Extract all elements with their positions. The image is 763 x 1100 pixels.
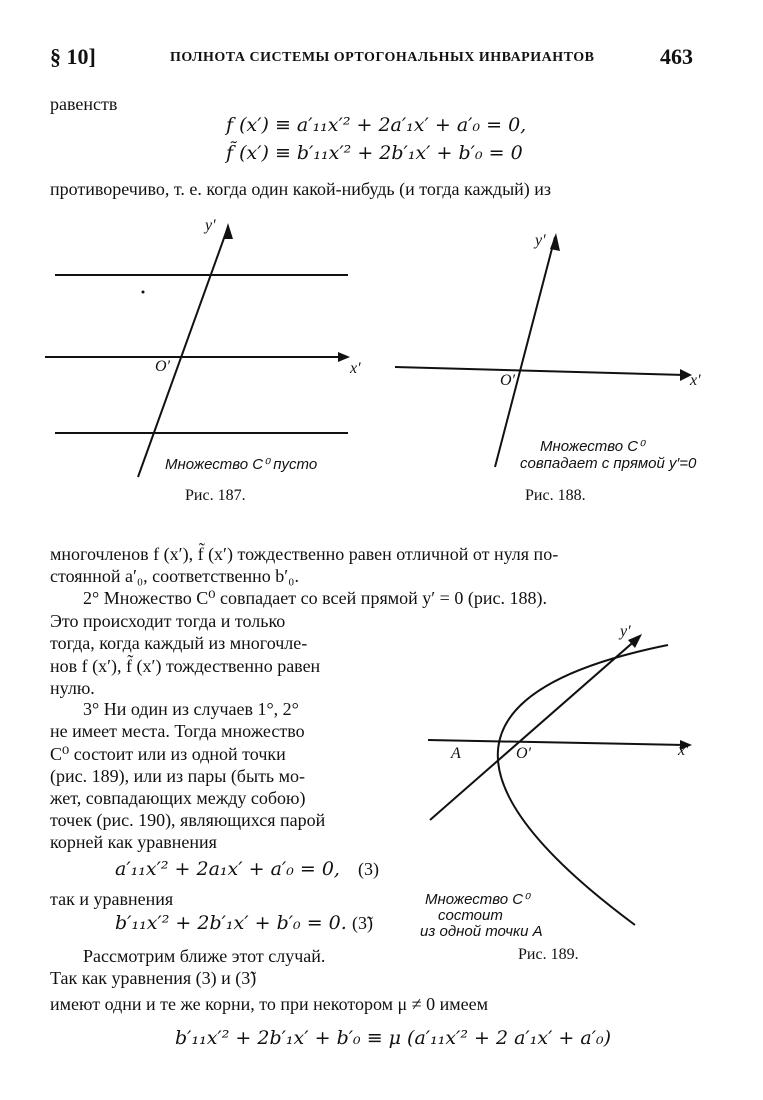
text-consider-line2: Так как уравнения (3) и (3̃)	[50, 968, 257, 988]
text-case3-line6: точек (рис. 190), являющихся парой	[50, 810, 326, 830]
text-case2-line1: 2° Множество C⁰ совпадает со всей прямой y′ = 0 (рис. 188).	[83, 588, 547, 608]
equation-3-tilde: b′₁₁x′² + 2b′₁x′ + b′₀ = 0.	[115, 912, 347, 934]
y-axis	[495, 237, 555, 467]
fig188-y-label: y′	[535, 232, 546, 249]
fig187-x-label: x′	[350, 360, 361, 377]
text-ravenstv: равенств	[50, 94, 118, 114]
section-number: § 10]	[50, 44, 96, 69]
text-case3-line5: жет, совпадающих между собою)	[50, 788, 306, 808]
text-case2-line4: нов f (x′), f̃ (x′) тождественно равен	[50, 656, 321, 676]
fig189-note-line2: состоит	[438, 907, 503, 924]
fig188-caption: Рис. 188.	[525, 487, 586, 504]
fig188-origin-label: O′	[500, 372, 516, 389]
text-case3-line7: корней как уравнения	[50, 832, 217, 852]
equation-final: b′₁₁x′² + 2b′₁x′ + b′₀ ≡ μ (a′₁₁x′² + 2 a′₁x′ + a′₀)	[175, 1027, 612, 1049]
text-case3-line3: C⁰ состоит или из одной точки	[50, 744, 286, 764]
fig187-note: Множество C⁰ пусто	[165, 456, 318, 473]
fig189-caption: Рис. 189.	[518, 946, 579, 963]
text-contradiction: противоречиво, т. е. когда один какой-нибудь (и тогда каждый) из	[50, 179, 552, 199]
y-axis-arrow	[550, 233, 560, 251]
text-case3-line4: (рис. 189), или из пары (быть мо-	[50, 766, 306, 786]
text-case2-line2: Это происходит тогда и только	[50, 611, 286, 631]
text-case2-line3: тогда, когда каждый из многочле-	[50, 633, 308, 653]
equation-f: f (x′) ≡ a′₁₁x′² + 2a′₁x′ + a′₀ = 0,	[226, 114, 527, 136]
y-axis-arrow	[223, 223, 233, 239]
fig188-note-line2: совпадает с прямой y′=0	[520, 455, 697, 472]
text-polys-line2: стоянной a′₀, соответственно b′₀.	[50, 566, 299, 586]
y-axis	[430, 638, 638, 820]
y-axis	[138, 227, 228, 477]
fig188-note-line1: Множество C⁰	[540, 438, 645, 455]
equation-f-tilde: f̃ (x′) ≡ b′₁₁x′² + 2b′₁x′ + b′₀ = 0	[226, 142, 523, 164]
text-consider-line1: Рассмотрим ближе этот случай.	[83, 946, 326, 966]
text-polys-line1: многочленов f (x′), f̃ (x′) тождественно равен отличной от нуля по-	[50, 544, 559, 564]
running-title: ПОЛНОТА СИСТЕМЫ ОРТОГОНАЛЬНЫХ ИНВАРИАНТОВ	[170, 50, 595, 65]
fig189-note-line3: из одной точки A	[420, 923, 543, 940]
equation-3-tilde-number: (3̃)	[352, 913, 373, 933]
equation-3: a′₁₁x′² + 2a₁x′ + a′₀ = 0,	[115, 858, 340, 880]
page-number: 463	[660, 44, 693, 69]
text-case3-line1: 3° Ни один из случаев 1°, 2°	[83, 699, 299, 719]
text-case2-line5: нулю.	[50, 678, 95, 698]
fig187-y-label: y′	[205, 217, 216, 234]
x-axis	[395, 367, 685, 375]
fig187-origin-label: O′	[155, 358, 171, 375]
text-tak-i: так и уравнения	[50, 889, 174, 909]
fig188-x-label: x′	[690, 372, 701, 389]
fig187-caption: Рис. 187.	[185, 487, 246, 504]
fig189-origin-label: O′	[516, 745, 532, 762]
fig189-note-line1: Множество C⁰	[425, 891, 530, 908]
fig189-y-label: y′	[620, 623, 631, 640]
text-case3-line2: не имеет места. Тогда множество	[50, 721, 305, 741]
x-axis	[428, 740, 685, 745]
fig189-x-label: x′	[678, 742, 689, 759]
x-axis-arrow	[338, 352, 350, 362]
fig189-point-a-label: A	[451, 745, 461, 762]
equation-3-number: (3)	[358, 859, 379, 879]
figure-187	[40, 215, 360, 485]
text-consider-line3: имеют одни и те же корни, то при некотором μ ≠ 0 имеем	[50, 994, 488, 1014]
